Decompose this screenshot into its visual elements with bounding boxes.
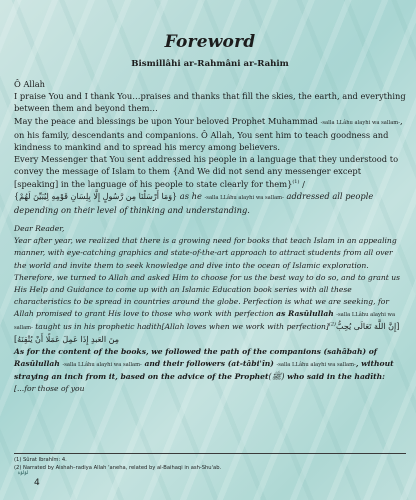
- page-number: 4: [34, 478, 40, 488]
- foreword-page: [14, 32, 406, 396]
- paragraph-messenger: Every Messenger that You sent addressed his people in a language that they understood to convey the message of Islam to them {And We did not send any messenger except [speaking] in the language of his people to state clearly for them}$^{(1)}$ / {وَمَا أَرْسَلْنَا مِن رَّسُولٍ إِلَّا بِلِسَانِ قَوْمِهِ لِيُبَيِّنَ لَهُمْ} as he -salla LLâhu alayhi wa sallam- addressed all people depending on their level of thinking and understanding.: [14, 154, 399, 216]
- footnote-ref-1: (1): [292, 178, 300, 185]
- salutation: Ô Allah: [14, 79, 46, 89]
- arabic-verse: {وَمَا أَرْسَلْنَا مِن رَّسُولٍ إِلَّا بِلِسَانِ قَوْمِهِ لِيُبَيِّنَ لَهُمْ}: [14, 191, 178, 201]
- footnote-1: (1) Sûrat Ibrahîm: 4.: [14, 457, 67, 463]
- page-title: Foreword: [164, 32, 256, 52]
- salla-honorific: -salla LLâhu alayhi wa sallam-: [320, 119, 400, 126]
- paragraph-blessings: May the peace and blessings be upon Your beloved Prophet Muhammad -salla LLâhu alayhi wa sallam-, on his family, descendants and companions. Ô Allah, You sent him to teach goodness and kindness to mankind and to spread his mercy among believers.: [14, 115, 403, 153]
- footnote-ref-2: (2): [328, 321, 336, 328]
- footnotes: [14, 453, 406, 472]
- arabic-hadith: [إِنَّ اللَّهَ تَعَالَى يُحِبُّ مِنَ العَبدِ إِذَا عَمِلَ عَمَلًا أَنْ يُتْقِنَهُ]: [14, 321, 400, 345]
- paragraph-need: Year after year, we realized that there is a growing need for books that teach Islam in an appealing manner, with eye-catching graphics and state-of-the-art approach to attract students from all over the world and invite them to seek knowledge and dive into the ocean of Islamic exploration. Therefore, we turned to Allah and asked Him to choose for us the best way to do so, and to grant us His Help and Guidance to come up with an Islamic Education book series with all these characteristics to be spread in countries around the globe. Perfection is what we are seeking, for Allah promised to grant His love to those who work with perfection as Rasûlullah -salla LLâhu alayhi wa sallam- taught us in his prophetic hadith[Allah loves when we work with perfection]$^{(2)}$[إِنَّ اللَّهَ تَعَالَى يُحِبُّ مِنَ العَبدِ إِذَا عَمِلَ عَمَلًا أَنْ يُتْقِنَهُ]: [14, 236, 401, 345]
- paragraph-praise: I praise You and I thank You…praises and thanks that fill the skies, the earth, and everything between them and beyond them…: [14, 91, 406, 114]
- basmala: Bismillâhi ar-Rahmâni ar-Rahim: [131, 59, 289, 69]
- publisher-logo-icon: لؤلؤة: [17, 470, 29, 476]
- paragraph-content: As for the content of the books, we followed the path of the companions (sahâbah) of Rasûlullah -salla LLâhu alayhi wa sallam- and their followers (at-tâbi'în) -salla LLâhu alayhi wa sallam-, without straying an inch from it, based on the advice of the Prophet(ﷺ) who said in the hadîth: [...for those of you: [14, 347, 394, 394]
- dear-reader-heading: Dear Reader,: [14, 224, 65, 234]
- footnote-2: (2) Narrated by Aishah–radiya Allah 'aneha, related by al-Baihaqi in ash-Shu'ab.: [14, 464, 222, 471]
